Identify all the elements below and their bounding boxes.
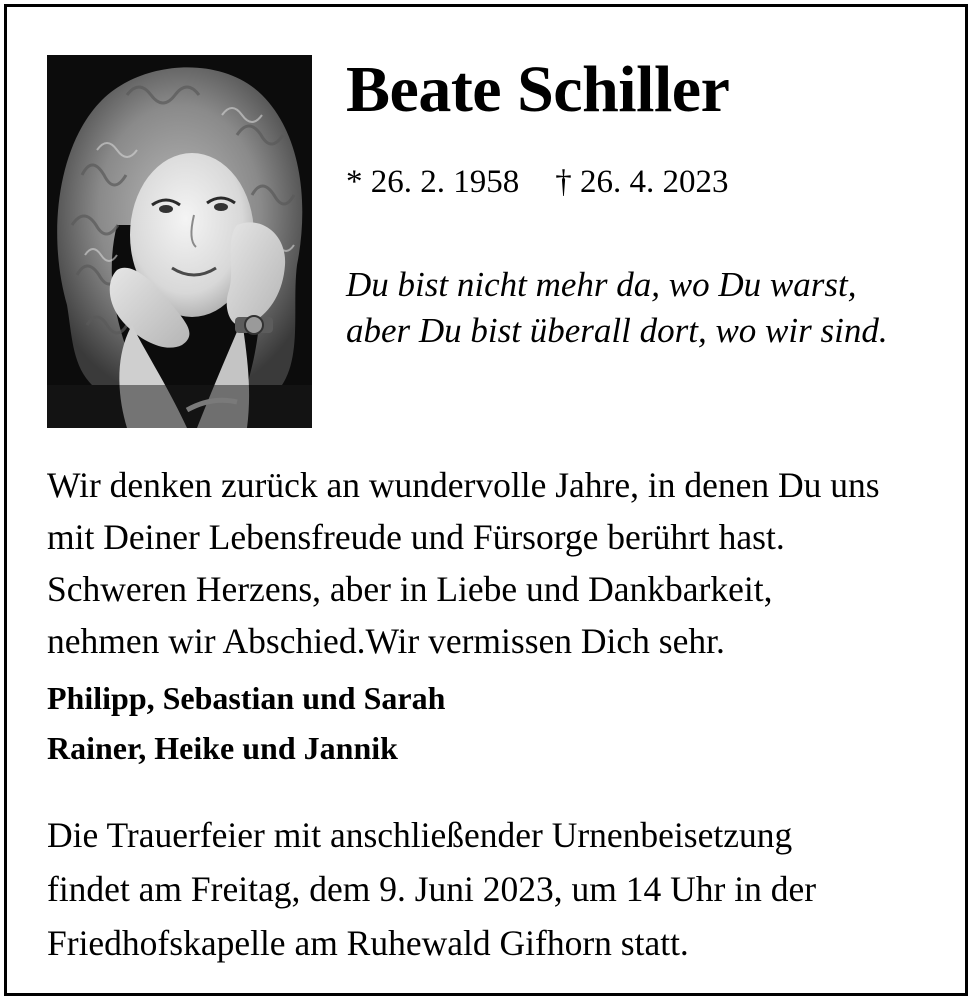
deceased-name: Beate Schiller	[346, 53, 730, 126]
death-date: † 26. 4. 2023	[555, 164, 729, 200]
quote-line: Du bist nicht mehr da, wo Du warst,	[346, 265, 857, 304]
message-line: Schweren Herzens, aber in Liebe und Dankbarkeit,	[47, 569, 773, 609]
life-dates	[346, 161, 729, 203]
message-line: mit Deiner Lebensfreude und Fürsorge berührt hast.	[47, 517, 785, 557]
funeral-line: Friedhofskapelle am Ruhewald Gifhorn statt.	[47, 923, 689, 963]
portrait-photo	[47, 55, 312, 428]
mourner-line: Philipp, Sebastian und Sarah	[47, 680, 446, 716]
quote-line: aber Du bist überall dort, wo wir sind.	[346, 311, 888, 350]
mourners-list	[47, 673, 445, 773]
funeral-details	[47, 808, 816, 970]
memorial-quote	[346, 262, 888, 354]
remembrance-text	[47, 459, 880, 667]
mourner-line: Rainer, Heike und Jannik	[47, 730, 398, 766]
funeral-line: findet am Freitag, dem 9. Juni 2023, um 14 Uhr in der	[47, 869, 817, 909]
message-line: nehmen wir Abschied.Wir vermissen Dich sehr.	[47, 621, 725, 661]
birth-date: * 26. 2. 1958	[346, 164, 520, 200]
message-line: Wir denken zurück an wundervolle Jahre, in denen Du uns	[47, 465, 880, 505]
funeral-line: Die Trauerfeier mit anschließender Urnenbeisetzung	[47, 815, 793, 855]
